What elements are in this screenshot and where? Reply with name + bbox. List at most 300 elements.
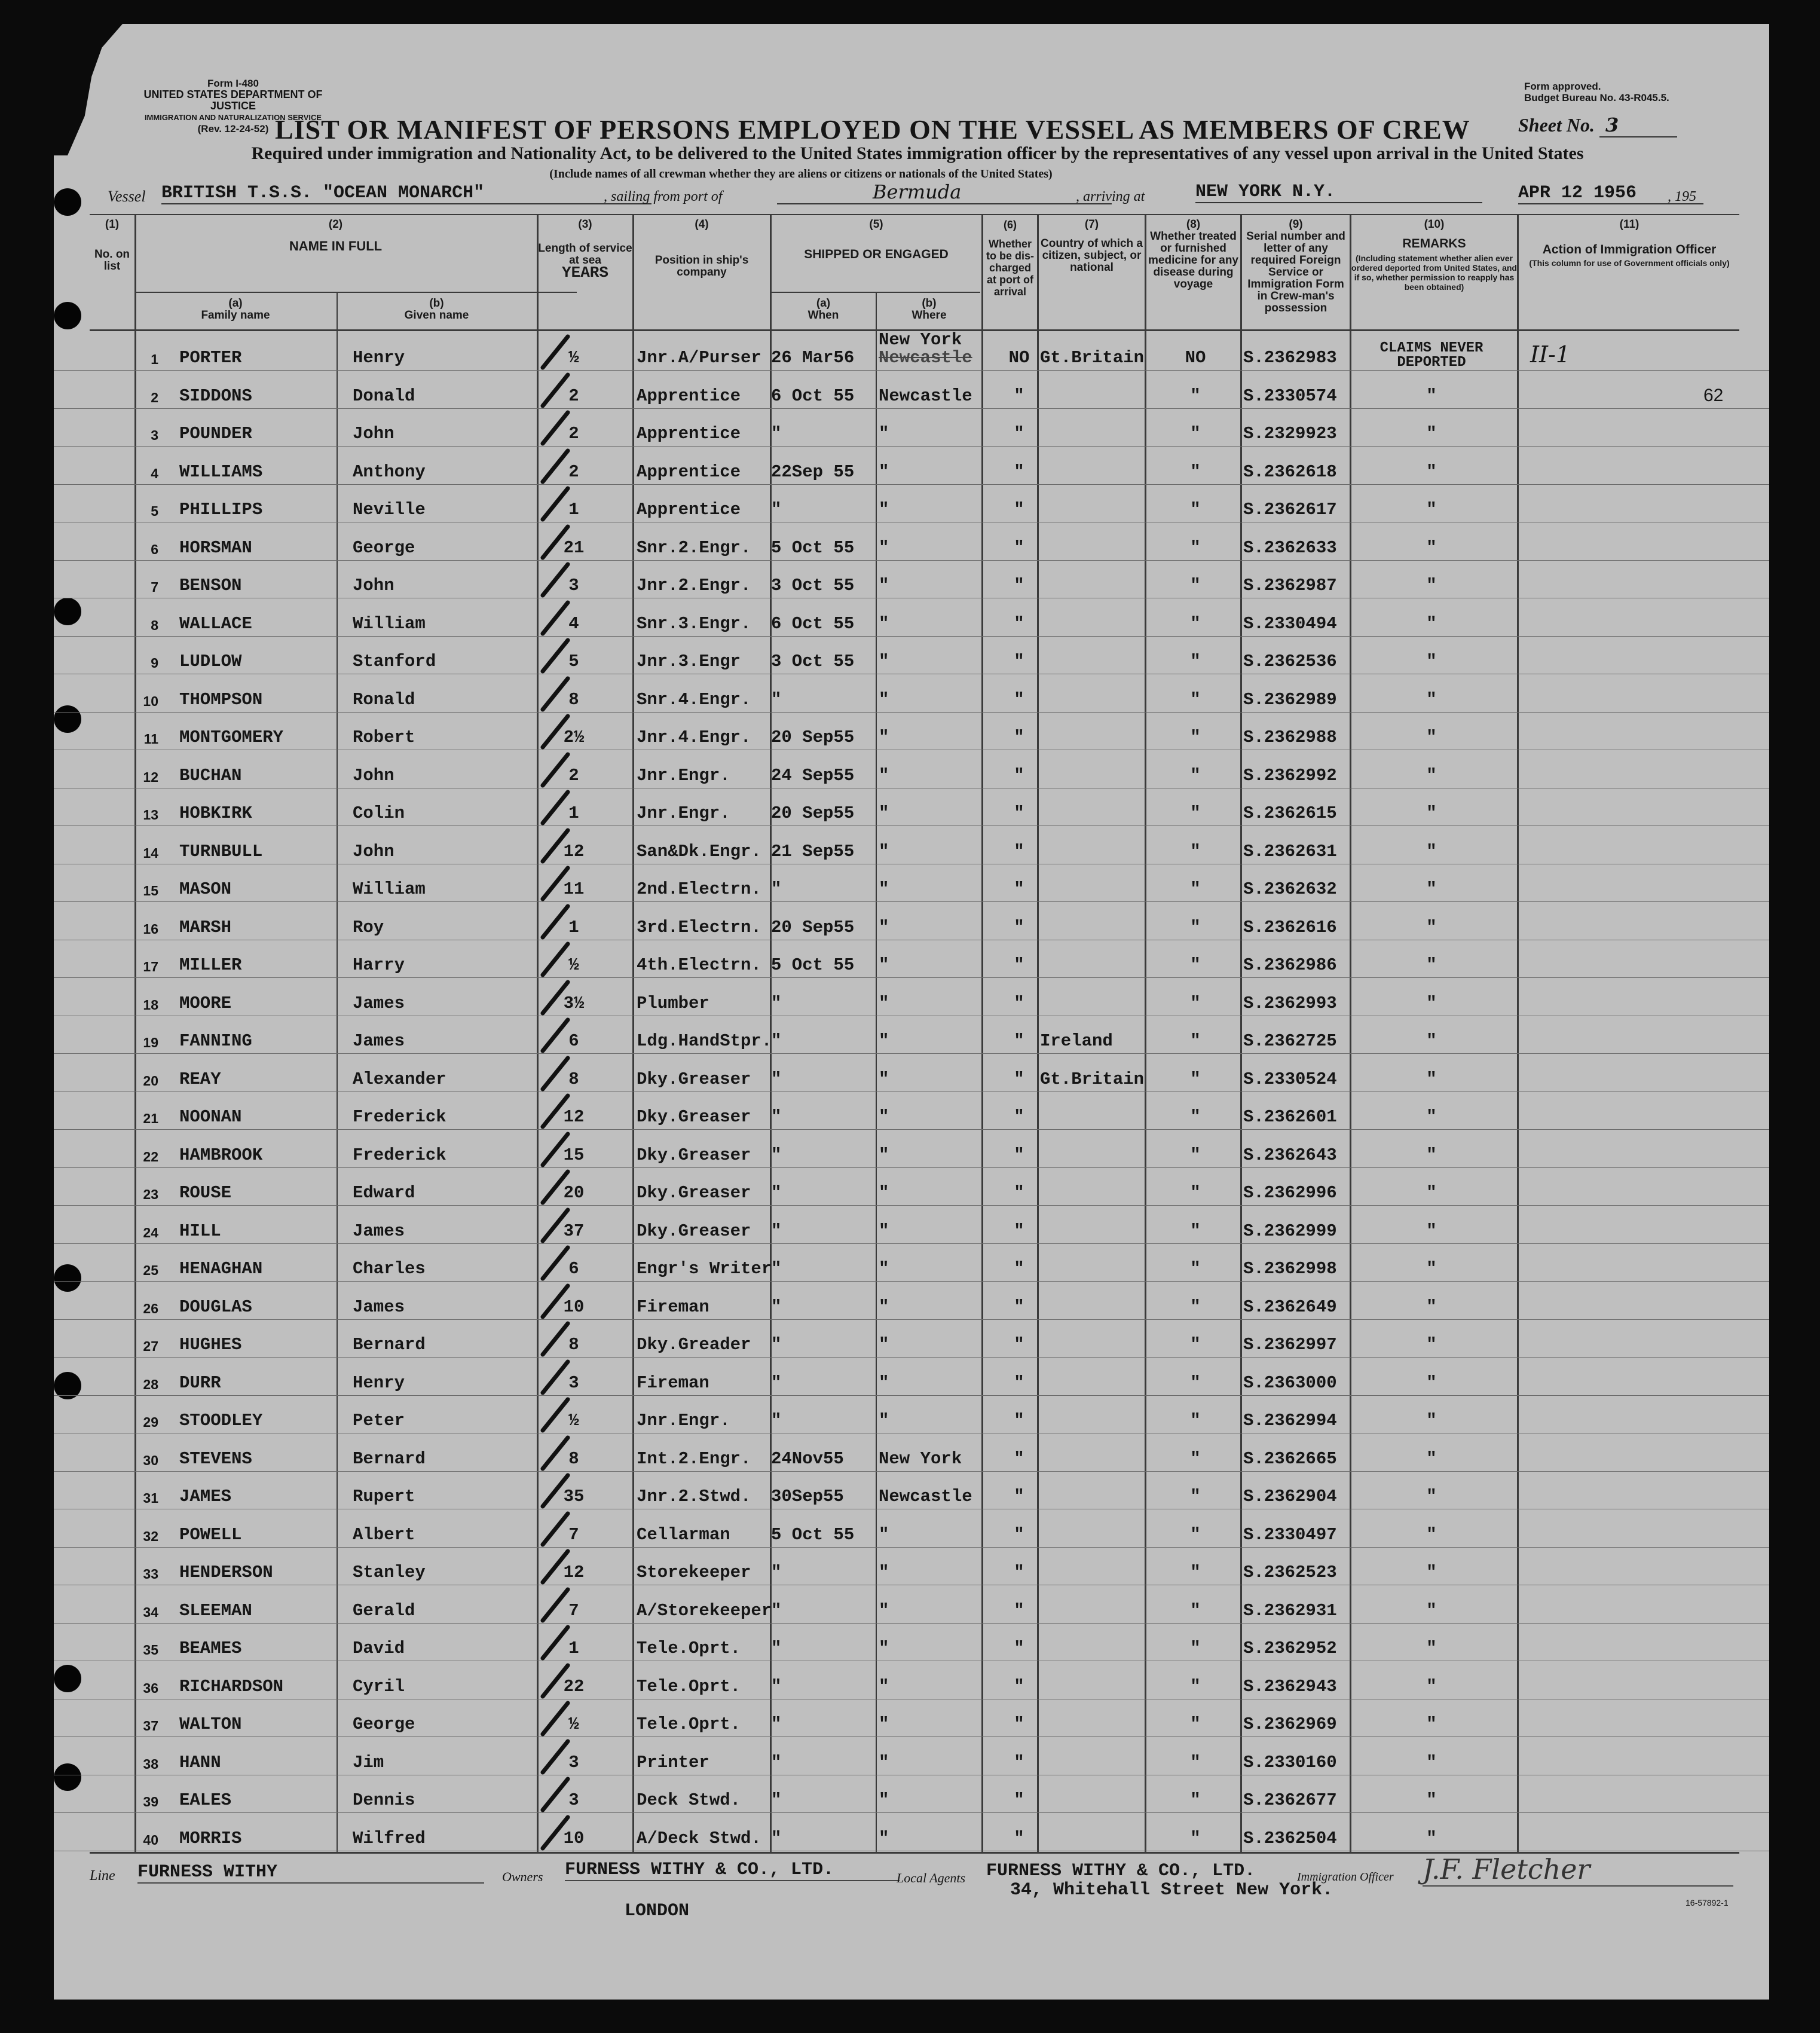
family-name-cell: MOORE (179, 993, 232, 1013)
serial-number-cell: S.2362631 (1243, 841, 1337, 861)
shipped-where-cell: " (879, 689, 889, 710)
year-suffix: , 195 (1668, 189, 1696, 204)
service-length-cell: 2 (568, 765, 579, 785)
given-name-cell: Frederick (353, 1145, 446, 1165)
given-name-cell: Wilfred (353, 1828, 426, 1848)
shipped-when-cell: " (771, 1259, 782, 1279)
shipped-where-cell: " (879, 917, 889, 937)
discharged-cell: " (1014, 461, 1024, 482)
family-name-cell: ROUSE (179, 1183, 232, 1203)
given-name-cell: Roy (353, 917, 384, 937)
form-revision: (Rev. 12-24-52) (197, 123, 269, 134)
col11-label: Action of Immigration Officer (1542, 243, 1717, 256)
shipped-where-cell: " (879, 1335, 889, 1355)
col8-header (1146, 219, 1240, 291)
discharged-cell: " (1014, 1752, 1024, 1772)
col1-header (90, 219, 134, 273)
serial-number-cell: S.2362987 (1243, 576, 1337, 595)
row-number: 4 (151, 465, 158, 481)
family-name-cell: HILL (179, 1221, 221, 1241)
col7-header (1039, 219, 1145, 274)
shipped-where-cell: " (879, 461, 889, 482)
col5-number: (5) (869, 218, 883, 231)
service-length-cell: 10 (563, 1297, 585, 1317)
row-number: 40 (143, 1832, 158, 1848)
serial-number-cell: S.2362616 (1243, 917, 1337, 937)
discharged-cell: " (1014, 1563, 1024, 1582)
serial-number-cell: S.2362504 (1243, 1828, 1337, 1848)
shipped-where-cell: " (879, 1524, 889, 1545)
agents-value: FURNESS WITHY & CO., LTD. (986, 1861, 1256, 1881)
col3-units: YEARS (561, 264, 608, 282)
medicine-cell: " (1190, 1676, 1201, 1696)
medicine-cell: " (1190, 841, 1201, 861)
remarks-cell: " (1426, 1221, 1437, 1241)
serial-number-cell: S.2362986 (1243, 955, 1337, 975)
shipped-when-cell: " (771, 1752, 782, 1772)
service-length-cell: 21 (563, 537, 585, 558)
shipped-when-cell: 20 Sep55 (771, 727, 855, 747)
col11-number: (11) (1619, 218, 1639, 231)
shipped-when-cell: 5 Oct 55 (771, 1524, 855, 1545)
remarks-cell: " (1426, 765, 1437, 785)
remarks-cell: " (1426, 1335, 1437, 1355)
shipped-when-cell: 24 Sep55 (771, 765, 855, 785)
given-name-cell: Albert (353, 1524, 415, 1545)
position-cell: Snr.2.Engr. (637, 537, 751, 558)
row-number: 6 (151, 541, 158, 557)
family-name-cell: HOBKIRK (179, 803, 252, 823)
page-subtitle: Required under immigration and Nationality Act, to be delivered to the United States immigration officer by the representatives of any vessel upon arrival in the United States (251, 143, 1584, 163)
officer-action-cell: II-1 (1530, 341, 1571, 368)
shipped-where-cell: " (879, 1372, 889, 1393)
discharged-cell: " (1014, 1600, 1024, 1621)
shipped-when-cell: 5 Oct 55 (771, 537, 855, 558)
service-length-cell: 2 (568, 461, 579, 482)
remarks-cell: " (1426, 917, 1437, 937)
family-name-cell: REAY (179, 1069, 221, 1089)
row-number: 20 (143, 1072, 158, 1089)
position-cell: San&Dk.Engr. (637, 841, 761, 861)
discharged-cell: " (1014, 917, 1024, 937)
family-name-cell: THOMPSON (179, 689, 263, 710)
row-number: 12 (143, 769, 158, 785)
family-name-cell: HORSMAN (179, 537, 252, 558)
position-cell: Jnr.Engr. (637, 1411, 730, 1430)
col5b-header (877, 298, 981, 322)
position-cell: Fireman (637, 1297, 709, 1317)
table-row (54, 598, 1769, 637)
row-number: 24 (143, 1224, 158, 1240)
medicine-cell: " (1190, 500, 1201, 519)
given-name-cell: Gerald (353, 1600, 415, 1621)
position-cell: A/Storekeeper (637, 1600, 772, 1621)
medicine-cell: " (1190, 727, 1201, 747)
family-name-cell: MARSH (179, 917, 232, 937)
shipped-where-cell: " (879, 1714, 889, 1734)
medicine-cell: " (1190, 613, 1201, 634)
row-number: 5 (151, 503, 158, 519)
discharged-cell: " (1014, 1183, 1024, 1203)
manifest-footer (54, 1850, 1769, 1994)
medicine-cell: " (1190, 1069, 1201, 1089)
serial-number-cell: S.2362983 (1243, 348, 1337, 368)
table-row (54, 1130, 1769, 1168)
service-length-cell: 1 (568, 500, 579, 519)
row-number: 30 (143, 1452, 158, 1468)
given-name-cell: Peter (353, 1411, 405, 1430)
given-name-cell: Dennis (353, 1790, 415, 1810)
discharged-cell: " (1014, 841, 1024, 861)
row-number: 26 (143, 1300, 158, 1316)
row-number: 7 (151, 579, 158, 595)
service-length-cell: 8 (568, 1335, 579, 1355)
position-cell: Apprentice (637, 500, 741, 519)
position-cell: Int.2.Engr. (637, 1448, 751, 1469)
form-approval: Form approved. (1524, 81, 1601, 92)
serial-number-cell: S.2362993 (1243, 993, 1337, 1013)
discharged-cell: " (1014, 689, 1024, 710)
table-row (54, 447, 1769, 485)
medicine-cell: " (1190, 1411, 1201, 1430)
officer-label: Immigration Officer (1297, 1870, 1394, 1884)
medicine-cell: " (1190, 652, 1201, 671)
serial-number-cell: S.2362632 (1243, 879, 1337, 899)
col10-note: (Including statement whether alien ever ordered deported from United States, and if so, whether permission to reapply has been obtained) (1351, 253, 1517, 292)
family-name-cell: POWELL (179, 1524, 242, 1545)
service-length-cell: ½ (568, 1714, 579, 1734)
given-name-cell: John (353, 424, 394, 444)
row-number: 31 (143, 1490, 158, 1506)
shipped-where-cell: " (879, 1676, 889, 1696)
service-length-cell: 1 (568, 1638, 579, 1658)
family-name-cell: HENAGHAN (179, 1259, 263, 1279)
table-row (54, 1433, 1769, 1472)
family-name-cell: JAMES (179, 1487, 232, 1506)
discharged-cell: NO (1008, 348, 1030, 368)
shipped-where-cell: " (879, 1752, 889, 1772)
table-row (54, 332, 1769, 371)
family-name-cell: BENSON (179, 576, 242, 595)
family-name-cell: TURNBULL (179, 841, 263, 861)
col5a-label: When (807, 309, 839, 322)
service-length-cell: 2 (568, 424, 579, 444)
service-length-cell: 7 (568, 1524, 579, 1545)
serial-number-cell: S.2362988 (1243, 727, 1337, 747)
remarks-cell: " (1426, 613, 1437, 634)
service-name: IMMIGRATION AND NATURALIZATION SERVICE (144, 113, 322, 122)
sailing-label: , sailing from port of (604, 189, 723, 204)
family-name-cell: HENDERSON (179, 1563, 273, 1582)
shipped-when-cell: " (771, 1563, 782, 1582)
medicine-cell: " (1190, 1221, 1201, 1241)
medicine-cell: " (1190, 955, 1201, 975)
col2b-header (337, 298, 537, 322)
row-number: 11 (143, 731, 158, 747)
table-row (54, 1547, 1769, 1585)
shipped-when-cell: 5 Oct 55 (771, 955, 855, 975)
row-number: 1 (151, 351, 158, 367)
discharged-cell: " (1014, 1448, 1024, 1469)
family-name-cell: HUGHES (179, 1335, 242, 1355)
col5b-label: Where (911, 309, 947, 322)
given-name-cell: Bernard (353, 1448, 426, 1469)
col3-number: (3) (578, 218, 592, 231)
service-length-cell: 22 (563, 1676, 585, 1696)
service-length-cell: 12 (563, 1563, 585, 1582)
given-name-cell: Charles (353, 1259, 426, 1279)
shipped-where-cell: " (879, 1259, 889, 1279)
row-number: 34 (143, 1604, 158, 1620)
row-number: 29 (143, 1414, 158, 1430)
discharged-cell: " (1014, 727, 1024, 747)
given-name-cell: Neville (353, 500, 426, 519)
medicine-cell: " (1190, 461, 1201, 482)
remarks-cell: " (1426, 1563, 1437, 1582)
given-name-cell: James (353, 1221, 405, 1241)
family-name-cell: MASON (179, 879, 232, 899)
col7-number: (7) (1084, 218, 1099, 231)
service-length-cell: 3 (568, 1752, 579, 1772)
position-cell: Fireman (637, 1372, 709, 1393)
medicine-cell: " (1190, 689, 1201, 710)
shipped-when-cell: " (771, 1297, 782, 1317)
table-row (54, 1016, 1769, 1054)
row-number: 22 (143, 1148, 158, 1164)
col4-label: Position in ship's company (654, 254, 749, 279)
serial-number-cell: S.2362536 (1243, 652, 1337, 671)
shipped-where-cell: " (879, 537, 889, 558)
row-number: 23 (143, 1187, 158, 1202)
row-number: 38 (143, 1756, 158, 1772)
medicine-cell: " (1190, 537, 1201, 558)
serial-number-cell: S.2362615 (1243, 803, 1337, 823)
remarks-cell: " (1426, 1638, 1437, 1658)
shipped-where-cell: " (879, 1031, 889, 1051)
service-length-cell: ½ (568, 1411, 579, 1430)
discharged-cell: " (1014, 1259, 1024, 1279)
row-number: 2 (151, 389, 158, 405)
medicine-cell: " (1190, 1448, 1201, 1469)
table-row (54, 826, 1769, 864)
serial-number-cell: S.2362725 (1243, 1031, 1337, 1051)
row-number: 25 (143, 1262, 158, 1278)
table-row (54, 1585, 1769, 1624)
shipped-when-cell: " (771, 500, 782, 519)
discharged-cell: " (1014, 765, 1024, 785)
given-name-cell: Stanford (353, 652, 436, 671)
row-number: 37 (143, 1718, 158, 1734)
discharged-cell: " (1014, 879, 1024, 899)
service-length-cell: 37 (563, 1221, 585, 1241)
col8-label: Whether treated or furnished medicine for any disease during voyage (1148, 230, 1238, 291)
serial-number-cell: S.2362943 (1243, 1676, 1337, 1696)
family-name-cell: WALTON (179, 1714, 242, 1734)
remarks-cell: " (1426, 1600, 1437, 1621)
discharged-cell: " (1014, 1335, 1024, 1355)
row-number: 28 (143, 1376, 158, 1392)
table-row (54, 1661, 1769, 1699)
shipped-when-cell: " (771, 1335, 782, 1355)
position-cell: 3rd.Electrn. (637, 917, 761, 937)
given-name-cell: Ronald (353, 689, 415, 710)
remarks-cell: " (1426, 652, 1437, 671)
medicine-cell: " (1190, 576, 1201, 595)
shipped-where-cell: " (879, 1411, 889, 1430)
given-name-cell: Harry (353, 955, 405, 975)
shipped-where-cell: Newcastle (879, 386, 972, 406)
serial-number-cell: S.2330497 (1243, 1524, 1337, 1545)
shipped-when-cell: " (771, 1145, 782, 1165)
given-name-cell: Edward (353, 1183, 415, 1203)
family-name-cell: FANNING (179, 1031, 252, 1051)
shipped-where-cell: " (879, 803, 889, 823)
given-name-cell: Donald (353, 386, 415, 406)
table-row (54, 978, 1769, 1016)
position-cell: Dky.Greaser (637, 1221, 751, 1241)
form-number: Form I-480 (207, 78, 259, 89)
col2-header (134, 219, 537, 252)
discharged-cell: " (1014, 576, 1024, 595)
position-cell: 2nd.Electrn. (637, 879, 761, 899)
shipped-when-cell: 20 Sep55 (771, 917, 855, 937)
service-length-cell: 3 (568, 1372, 579, 1393)
sheet-number-label (1518, 114, 1677, 137)
position-cell: Engr's Writer (637, 1259, 772, 1279)
col7-label: Country of which a citizen, subject, or national (1041, 237, 1143, 274)
given-name-cell: George (353, 537, 415, 558)
discharged-cell: " (1014, 1714, 1024, 1734)
remarks-cell: " (1426, 1145, 1437, 1165)
col3-header (538, 218, 632, 282)
remarks-cell: " (1426, 1487, 1437, 1506)
remarks-cell: " (1426, 1372, 1437, 1393)
service-length-cell: 12 (563, 841, 585, 861)
shipped-when-cell: " (771, 1069, 782, 1089)
given-name-cell: George (353, 1714, 415, 1734)
shipped-when-cell: " (771, 689, 782, 710)
remarks-cell: " (1426, 841, 1437, 861)
serial-number-cell: S.2362998 (1243, 1259, 1337, 1279)
shipped-when-cell: " (771, 1221, 782, 1241)
shipped-when-cell: " (771, 1031, 782, 1051)
given-name-cell: Henry (353, 348, 405, 368)
discharged-cell: " (1014, 1524, 1024, 1545)
position-cell: Cellarman (637, 1524, 730, 1545)
arrival-date: APR 12 1956 (1518, 183, 1703, 204)
remarks-cell: " (1426, 1107, 1437, 1127)
serial-number-cell: S.2362969 (1243, 1714, 1337, 1734)
row-number: 27 (143, 1338, 158, 1354)
shipped-where-cell: " (879, 955, 889, 975)
table-row (54, 1471, 1769, 1509)
family-name-cell: WALLACE (179, 613, 252, 634)
discharged-cell: " (1014, 1638, 1024, 1658)
table-row (54, 371, 1769, 409)
page-title: LIST OR MANIFEST OF PERSONS EMPLOYED ON THE VESSEL AS MEMBERS OF CREW (275, 114, 1470, 145)
remarks-cell: " (1426, 993, 1437, 1013)
shipped-where-cell: " (879, 1297, 889, 1317)
table-row (54, 1813, 1769, 1851)
shipped-where-cell: " (879, 1069, 889, 1089)
shipped-where-cell: " (879, 613, 889, 634)
shipped-where-cell: " (879, 1563, 889, 1582)
discharged-cell: " (1014, 1372, 1024, 1393)
discharged-cell: " (1014, 500, 1024, 519)
medicine-cell: " (1190, 1563, 1201, 1582)
table-row (54, 1737, 1769, 1775)
col8-number: (8) (1186, 218, 1201, 231)
owners-city: LONDON (625, 1901, 690, 1921)
remarks-cell: " (1426, 1524, 1437, 1545)
family-name-cell: SLEEMAN (179, 1600, 252, 1621)
col5a-header (771, 298, 876, 322)
country-cell: Gt.Britain (1040, 348, 1145, 368)
shipped-where-cell: " (879, 765, 889, 785)
col4-header (634, 219, 770, 279)
position-cell: Jnr.A/Purser (637, 348, 761, 368)
shipped-where-cell: " (879, 1828, 889, 1848)
serial-number-cell: S.2330574 (1243, 386, 1337, 406)
medicine-cell: " (1190, 1031, 1201, 1051)
table-row (54, 484, 1769, 522)
table-row (54, 1319, 1769, 1358)
remarks-cell: " (1426, 1752, 1437, 1772)
row-number: 8 (151, 617, 158, 633)
table-row (54, 1092, 1769, 1130)
table-row (54, 940, 1769, 978)
row-number: 32 (143, 1528, 158, 1544)
medicine-cell: " (1190, 424, 1201, 444)
shipped-where-cell: " (879, 1183, 889, 1203)
service-length-cell: 1 (568, 803, 579, 823)
remarks-cell: " (1426, 1259, 1437, 1279)
shipped-when-cell: " (771, 1372, 782, 1393)
position-cell: Storekeeper (637, 1563, 751, 1582)
serial-number-cell: S.2362931 (1243, 1600, 1337, 1621)
agents-label: Local Agents (897, 1870, 966, 1885)
table-row (54, 864, 1769, 902)
position-cell: Jnr.2.Engr. (637, 576, 751, 595)
col2a-label: Family name (201, 309, 270, 322)
col2a-header (134, 298, 337, 322)
discharged-cell: " (1014, 993, 1024, 1013)
row-number: 36 (143, 1680, 158, 1696)
remarks-cell: " (1426, 1297, 1437, 1317)
shipped-when-cell: " (771, 1411, 782, 1430)
serial-number-cell: S.2362665 (1243, 1448, 1337, 1469)
serial-number-cell: S.2362952 (1243, 1638, 1337, 1658)
position-cell: Tele.Oprt. (637, 1638, 741, 1658)
given-name-cell: William (353, 613, 426, 634)
medicine-cell: " (1190, 1259, 1201, 1279)
remarks-cell: " (1426, 500, 1437, 519)
remarks-cell: " (1426, 1183, 1437, 1203)
discharged-cell: " (1014, 1221, 1024, 1241)
family-name-cell: EALES (179, 1790, 232, 1810)
officer-signature: J.F. Fletcher (1423, 1853, 1733, 1887)
discharged-cell: " (1014, 537, 1024, 558)
shipped-when-cell: 24Nov55 (771, 1448, 844, 1469)
family-name-cell: BUCHAN (179, 765, 242, 785)
remarks-cell: " (1426, 803, 1437, 823)
discharged-cell: " (1014, 955, 1024, 975)
medicine-cell: NO (1185, 348, 1206, 368)
discharged-cell: " (1014, 1487, 1024, 1506)
col11-note: (This column for use of Government officials only) (1529, 258, 1730, 268)
col6-header (983, 219, 1037, 298)
table-row (54, 712, 1769, 750)
